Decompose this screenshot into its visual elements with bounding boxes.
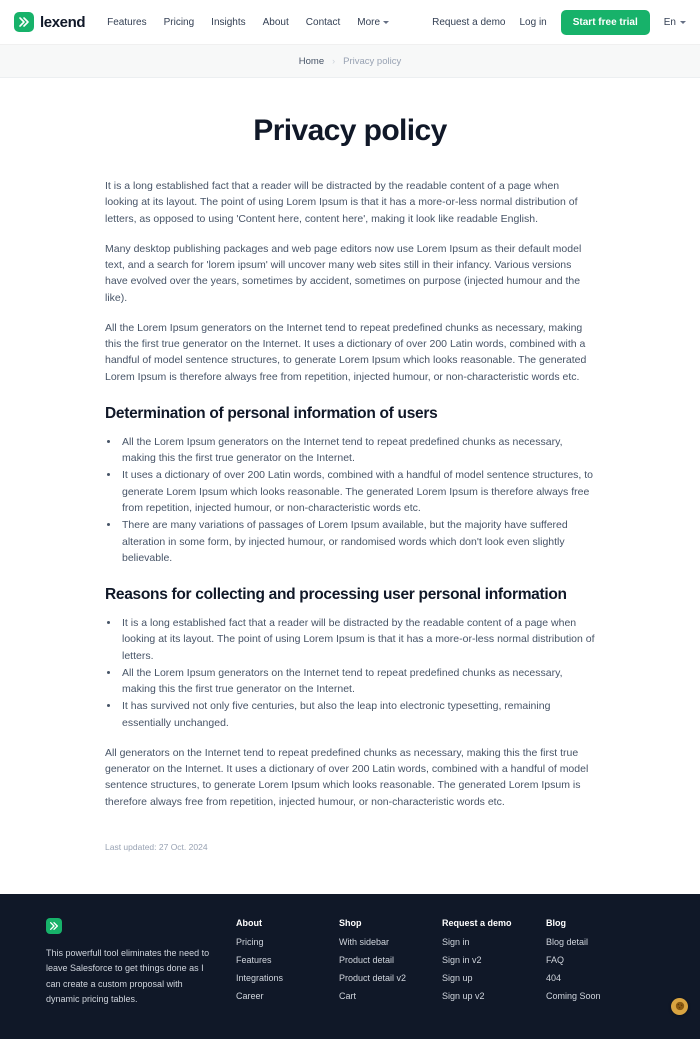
- footer-link[interactable]: Career: [236, 990, 264, 1001]
- section1-list: [120, 434, 595, 566]
- footer-link[interactable]: Product detail: [339, 954, 395, 965]
- breadcrumb: [0, 45, 700, 78]
- last-updated-text: Last updated: 27 Oct. 2024: [105, 841, 208, 852]
- footer-link[interactable]: Integrations: [236, 972, 284, 983]
- policy-body: [105, 178, 595, 886]
- footer-link[interactable]: 404: [546, 972, 562, 983]
- footer-link[interactable]: Coming Soon: [546, 990, 601, 1001]
- section-heading-determination: Determination of personal information of users: [105, 404, 438, 422]
- footer-link[interactable]: Features: [236, 954, 272, 965]
- page-title: Privacy policy: [253, 114, 447, 147]
- chevron-down-icon: [383, 21, 389, 24]
- logo-text: lexend: [40, 13, 86, 31]
- request-demo-link[interactable]: Request a demo: [432, 16, 506, 28]
- section-heading-reasons: Reasons for collecting and processing user personal information: [105, 586, 567, 604]
- section2-closing-paragraph: All generators on the Internet tend to repeat predefined chunks as necessary, making this the first true generator on the Internet. It uses a dictionary of over 200 Latin words, combined with a handful of model sentence structures, to generate Lorem Ipsum which looks reasonable. The generated Lorem Ipsum is therefore always free from repetition, injected humour, or non-characteristic words etc.: [105, 746, 589, 808]
- breadcrumb-current: Privacy policy: [343, 55, 402, 67]
- footer-column-blog: [546, 918, 649, 1009]
- breadcrumb-separator-icon: ›: [332, 56, 336, 66]
- nav-label: Contact: [305, 16, 341, 28]
- footer-column-demo: [442, 918, 546, 1009]
- intro-paragraph-3: All the Lorem Ipsum generators on the Internet tend to repeat predefined chunks as necessary, making this the first true generator on the Internet. It uses a dictionary of over 200 Latin words, combined with a handful of model sentence structures, to generate Lorem Ipsum which looks reasonable. The generated Lorem Ipsum is therefore always free from repetition, injected humour, or non-characteristic words etc.: [105, 321, 587, 383]
- footer-link[interactable]: Cart: [339, 990, 357, 1001]
- logo[interactable]: [14, 12, 85, 32]
- footer-brand: [46, 918, 236, 1009]
- footer-link[interactable]: Sign in v2: [442, 954, 482, 965]
- list-item: • All the Lorem Ipsum generators on the Internet tend to repeat predefined chunks as necessary, making this the first true generator on the Internet.: [120, 434, 595, 467]
- footer-link[interactable]: Sign up: [442, 972, 473, 983]
- footer-link[interactable]: Product detail v2: [339, 972, 407, 983]
- footer-column-title: Shop: [339, 917, 362, 928]
- nav-label: Insights: [211, 16, 246, 28]
- chevron-down-icon: [680, 21, 686, 24]
- nav-label: Pricing: [163, 16, 195, 28]
- section2-list: [120, 615, 595, 731]
- nav-item-contact[interactable]: [306, 17, 340, 28]
- footer-column-title: About: [236, 917, 262, 928]
- footer-column-title: Blog: [546, 917, 566, 928]
- header-actions: [432, 10, 686, 35]
- language-label: En: [663, 16, 676, 28]
- nav-item-pricing[interactable]: [164, 17, 195, 28]
- nav-label: More: [357, 16, 381, 28]
- intro-paragraph-2: Many desktop publishing packages and web page editors now use Lorem Ipsum as their default model text, and a search for 'lorem ipsum' will uncover many web sites still in their infancy. Various versions have evolved over the years, sometimes by accident, sometimes on purpose (injected humour and the like).: [105, 242, 582, 304]
- list-item: • All the Lorem Ipsum generators on the Internet tend to repeat predefined chunks as necessary, making this the first true generator on the Internet.: [120, 665, 595, 698]
- list-item: • It has survived not only five centuries, but also the leap into electronic typesetting, remaining essentially unchanged.: [120, 698, 595, 731]
- footer-link[interactable]: Sign in: [442, 936, 470, 947]
- footer-link[interactable]: Sign up v2: [442, 990, 485, 1001]
- footer-description: This powerfull tool eliminates the need to leave Salesforce to get things done as I can create a custom proposal with dynamic pricing tables.: [46, 947, 210, 1004]
- language-selector[interactable]: [664, 17, 686, 28]
- start-free-trial-button[interactable]: Start free trial: [561, 10, 650, 35]
- main-content: [0, 78, 700, 886]
- footer-link[interactable]: FAQ: [546, 954, 565, 965]
- breadcrumb-home[interactable]: Home: [298, 55, 325, 67]
- nav-label: About: [262, 16, 289, 28]
- nav-item-about[interactable]: [263, 17, 289, 28]
- footer-link[interactable]: With sidebar: [339, 936, 390, 947]
- footer-link[interactable]: Pricing: [236, 936, 264, 947]
- site-footer: [0, 894, 700, 1039]
- footer-column-about: [236, 918, 339, 1009]
- footer-link[interactable]: Blog detail: [546, 936, 589, 947]
- list-item: • It is a long established fact that a reader will be distracted by the readable content of a page when looking at its layout. The point of using Lorem Ipsum is that it has a more-or-less normal distribution of letters.: [120, 615, 595, 664]
- footer-column-title: Request a demo: [442, 917, 512, 928]
- nav-item-more[interactable]: [357, 17, 389, 28]
- logo-icon: [14, 12, 34, 32]
- footer-column-shop: [339, 918, 442, 1009]
- footer-logo-icon[interactable]: [46, 918, 62, 934]
- nav-item-features[interactable]: [107, 17, 146, 28]
- cookie-settings-button[interactable]: [671, 998, 688, 1015]
- cookie-icon: [675, 1001, 685, 1011]
- log-in-link[interactable]: Log in: [519, 16, 547, 28]
- intro-paragraph-1: It is a long established fact that a reader will be distracted by the readable content of a page when looking at its layout. The point of using Lorem Ipsum is that it has a more-or-less normal distribution of letters, as opposed to using 'Content here, content here', making it look like readable English.: [105, 180, 578, 225]
- footer-grid: [46, 918, 654, 1009]
- nav-item-insights[interactable]: [211, 17, 245, 28]
- nav-label: Features: [107, 16, 147, 28]
- list-item: • It uses a dictionary of over 200 Latin words, combined with a handful of model sentence structures, to generate Lorem Ipsum which looks reasonable. The generated Lorem Ipsum is therefore always free from repetition, injected humour, or non-characteristic words etc.: [120, 467, 595, 516]
- main-nav: [107, 17, 389, 28]
- list-item: • There are many variations of passages of Lorem Ipsum available, but the majority have suffered alteration in some form, by injected humour, or randomised words which don't look even slightly believable.: [120, 517, 595, 566]
- site-header: [0, 0, 700, 45]
